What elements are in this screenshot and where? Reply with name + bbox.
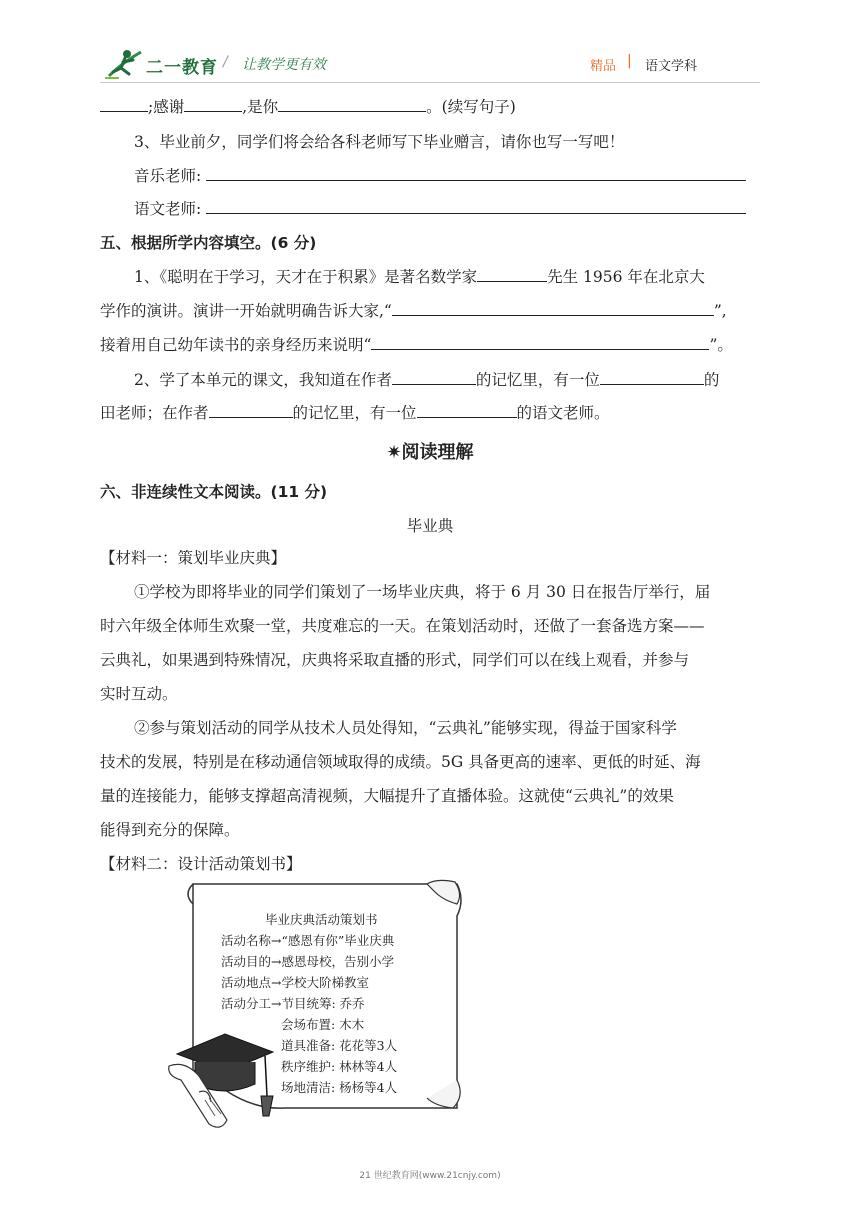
paragraph-1-line: 实时互动。 (100, 685, 178, 703)
runner-logo-icon (103, 46, 145, 80)
text-fragment: 的 (703, 371, 720, 389)
page-header (0, 0, 860, 90)
paragraph-2-line: 量的连接能力，能够支撑超高清视频，大幅提升了直播体验。这就使“云典礼”的效果 (100, 787, 674, 805)
paragraph-1-line: 云典礼，如果遇到特殊情况，庆典将采取直播的形式，同学们可以在线上观看，并参与 (100, 651, 690, 669)
brand-name: 二一教育 (146, 58, 218, 78)
reading-heading: ✷阅读理解 (386, 442, 474, 463)
answer-blank[interactable] (417, 401, 517, 418)
music-teacher-answer[interactable] (206, 164, 746, 181)
text-fragment: 田老师；在作者 (100, 404, 209, 422)
section-5-q1-line1 (134, 265, 705, 289)
music-teacher-label: 音乐老师: (134, 167, 202, 185)
header-separator: / (223, 54, 228, 70)
text-fragment: 的记忆里，有一位 (292, 404, 417, 422)
paragraph-2-line: ②参与策划活动的同学从技术人员处得知，“云典礼”能够实现，得益于国家科学 (134, 719, 677, 737)
quality-tag: 精品 (590, 59, 617, 74)
text-fragment: ,是你 (242, 98, 279, 116)
chinese-teacher-row (134, 197, 746, 221)
music-teacher-row (134, 164, 746, 188)
answer-blank[interactable] (392, 299, 714, 316)
text-fragment: 2、学了本单元的课文，我知道在作者 (134, 371, 392, 389)
answer-blank[interactable] (371, 333, 709, 350)
plan-card-line: 会场布置: 木木 (281, 1017, 365, 1032)
text-fragment: ;感谢 (148, 98, 185, 116)
plan-card-line: 活动地点→学校大阶梯教室 (221, 975, 369, 990)
answer-blank[interactable] (278, 95, 426, 112)
text-fragment: 学作的演讲。演讲一开始就明确告诉大家,“ (100, 302, 392, 320)
chinese-teacher-label: 语文老师: (134, 200, 202, 218)
plan-card-line: 秩序维护: 林林等4人 (281, 1059, 398, 1074)
chinese-teacher-answer[interactable] (206, 197, 746, 214)
plan-card-line: 活动目的→感恩母校，告别小学 (221, 954, 394, 969)
text-fragment: 接着用自己幼年读书的亲身经历来说明“ (100, 336, 372, 354)
text-fragment: ”, (713, 302, 727, 320)
text-fragment: 的语文老师。 (516, 404, 610, 422)
plan-card-illustration (165, 870, 485, 1135)
text-fragment: 先生 1956 年在北京大 (547, 268, 705, 286)
section-5-title: 五、根据所学内容填空。(6 分) (100, 234, 317, 252)
header-divider: | (627, 53, 632, 69)
answer-blank[interactable] (184, 95, 242, 112)
text-fragment: 。(续写句子) (426, 98, 516, 116)
answer-blank[interactable] (392, 368, 476, 385)
plan-card-line: 活动分工→节目统筹: 乔乔 (221, 996, 365, 1011)
section-6-title: 六、非连续性文本阅读。(11 分) (100, 483, 328, 501)
section-5-q2-line1 (134, 368, 719, 392)
page-footer: 21 世纪教育网(www.21cnjy.com) (359, 1171, 501, 1181)
brand-slogan: 让教学更有效 (242, 57, 326, 73)
text-fragment: ”。 (709, 336, 733, 354)
paragraph-2-line: 技术的发展，特别是在移动通信领域取得的成绩。5G 具备更高的速率、更低的时延、海 (100, 753, 701, 771)
paragraph-1-line: ①学校为即将毕业的同学们策划了一场毕业庆典，将于 6 月 30 日在报告厅举行，届 (134, 583, 711, 601)
answer-blank[interactable] (600, 368, 704, 385)
answer-blank[interactable] (100, 95, 148, 112)
plan-card-line: 道具准备: 花花等3人 (281, 1038, 398, 1053)
material-1-label: 【材料一：策划毕业庆典】 (100, 549, 287, 567)
answer-blank[interactable] (477, 265, 547, 282)
answer-blank[interactable] (209, 401, 293, 418)
plan-card-line: 活动名称→“感恩有你”毕业庆典 (221, 933, 395, 948)
section-5-q2-line2 (100, 401, 610, 425)
text-fragment: 1、《聪明在于学习，天才在于积累》是著名数学家 (134, 268, 478, 286)
header-rule (100, 82, 760, 83)
section-5-q1-line3 (100, 333, 733, 357)
plan-card-line: 场地清洁: 杨杨等4人 (281, 1080, 398, 1095)
text-fragment: 的记忆里，有一位 (475, 371, 600, 389)
continuation-line (100, 95, 516, 119)
subject-label: 语文学科 (645, 59, 698, 74)
question-3-prompt: 3、毕业前夕，同学们将会给各科老师写下毕业赠言，请你也写一写吧！ (134, 133, 625, 151)
article-title: 毕业典 (406, 517, 454, 535)
paragraph-1-line: 时六年级全体师生欢聚一堂，共度难忘的一天。在策划活动时，还做了一套备选方案—— (100, 617, 705, 635)
section-5-q1-line2 (100, 299, 727, 323)
paragraph-2-line: 能得到充分的保障。 (100, 821, 240, 839)
plan-card-title: 毕业庆典活动策划书 (265, 912, 378, 927)
material-2-label: 【材料二：设计活动策划书】 (100, 855, 302, 873)
